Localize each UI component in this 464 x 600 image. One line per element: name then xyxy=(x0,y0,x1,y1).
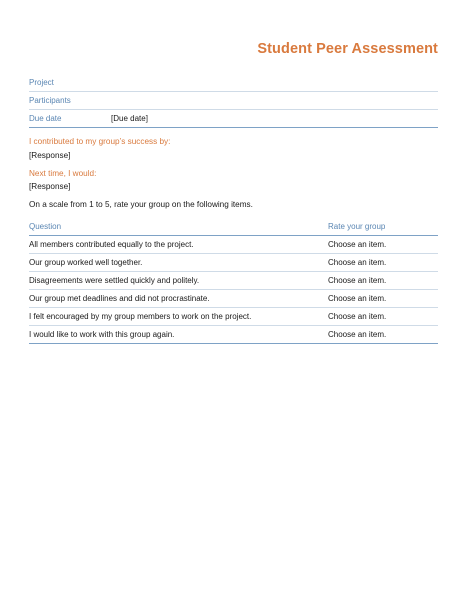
rating-table xyxy=(29,218,438,344)
due-date-field[interactable]: [Due date] xyxy=(111,114,148,123)
rating-dropdown[interactable]: Choose an item. xyxy=(328,312,387,321)
question-cell: Our group worked well together. xyxy=(29,258,143,267)
question-cell: I would like to work with this group again. xyxy=(29,330,175,339)
rating-dropdown[interactable]: Choose an item. xyxy=(328,258,387,267)
table-row xyxy=(29,290,438,308)
rating-dropdown[interactable]: Choose an item. xyxy=(328,276,387,285)
question-cell: Disagreements were settled quickly and politely. xyxy=(29,276,200,285)
question-cell: Our group met deadlines and did not procrastinate. xyxy=(29,294,210,303)
next-time-label: Next time, I would: xyxy=(29,169,97,178)
page-title: Student Peer Assessment xyxy=(257,41,438,57)
participants-row xyxy=(29,92,438,110)
table-row xyxy=(29,326,438,344)
question-cell: I felt encouraged by my group members to work on the project. xyxy=(29,312,252,321)
due-date-row xyxy=(29,110,438,128)
rating-dropdown[interactable]: Choose an item. xyxy=(328,240,387,249)
table-row xyxy=(29,236,438,254)
contributed-response-field[interactable]: [Response] xyxy=(29,151,71,160)
participants-label: Participants xyxy=(29,96,71,105)
contributed-label: I contributed to my group’s success by: xyxy=(29,137,171,146)
next-time-response-field[interactable]: [Response] xyxy=(29,182,71,191)
rating-table-header xyxy=(29,218,438,236)
rating-dropdown[interactable]: Choose an item. xyxy=(328,294,387,303)
scale-instructions: On a scale from 1 to 5, rate your group on the following items. xyxy=(29,200,253,209)
table-row xyxy=(29,308,438,326)
project-row xyxy=(29,74,438,92)
rating-dropdown[interactable]: Choose an item. xyxy=(328,330,387,339)
project-label: Project xyxy=(29,78,54,87)
rate-column-header: Rate your group xyxy=(328,222,386,231)
question-column-header: Question xyxy=(29,222,62,231)
table-row xyxy=(29,254,438,272)
question-cell: All members contributed equally to the project. xyxy=(29,240,194,249)
info-table xyxy=(29,74,438,128)
due-date-label: Due date xyxy=(29,114,62,123)
table-row xyxy=(29,272,438,290)
